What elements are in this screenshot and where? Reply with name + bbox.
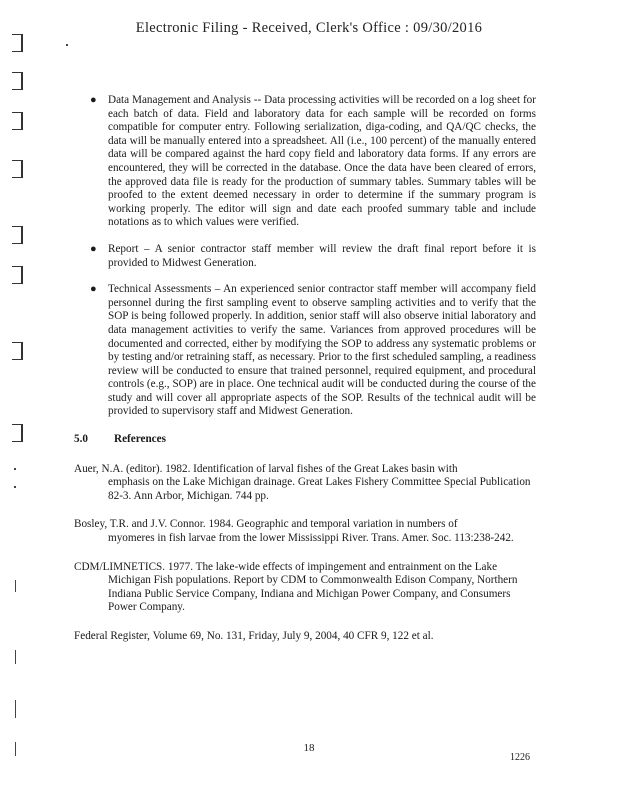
reference-entry: [74, 463, 536, 504]
binder-mark: [12, 266, 23, 284]
reference-first-line: CDM/LIMNETICS. 1977. The lake-wide effects of impingement and entrainment on the Lake: [74, 560, 498, 573]
filing-stamp-header: Electronic Filing - Received, Clerk's Office : 09/30/2016: [135, 20, 483, 36]
reference-entry: [74, 630, 536, 644]
reference-first-line: Auer, N.A. (editor). 1982. Identification of larval fishes of the Great Lakes basin with: [74, 462, 458, 475]
reference-continuation: Michigan Fish populations. Report by CDM to Commonwealth Edison Company, Northern Indiana Public Service Company, Indiana and Michigan Power Company, and Consumers Power Company.: [108, 574, 518, 614]
binder-mark: [12, 112, 23, 130]
bullet-icon: ●: [90, 242, 97, 255]
binder-mark: [12, 160, 23, 178]
page-number: 18: [303, 742, 315, 754]
binder-mark: [12, 34, 23, 52]
bullet-text: Data Management and Analysis -- Data processing activities will be recorded on a log sheet for each batch of data. Field and laboratory data for each sample will be recorded on forms compatible for computer entry. Following serialization, diga-coding, and QA/QC checks, the data will be manually entered into a spreadsheet. All (i.e., 100 percent) of the manually entered data will be compared against the hard copy field and laboratory data forms. If any errors are encountered, they will be corrected in the database. Once the data have been cleared of errors, the approved data file is ready for the production of summary tables. Summary tables will be proofed to the extent deemed necessary in order to determine if the summary program is working properly. The editor will sign and date each proofed summary table and include notations as to which values were verified.: [108, 94, 536, 229]
scan-speck: [15, 700, 16, 718]
scan-speck: [66, 44, 68, 46]
section-heading: [74, 433, 536, 447]
binder-mark: [12, 424, 23, 442]
binder-mark: [12, 342, 23, 360]
bates-number: 1226: [510, 752, 530, 763]
scan-speck: [14, 486, 16, 488]
document-body: [74, 94, 536, 659]
reference-continuation: myomeres in fish larvae from the lower Mississippi River. Trans. Amer. Soc. 113:238-242.: [108, 532, 514, 545]
scan-speck: [15, 580, 16, 592]
reference-first-line: Bosley, T.R. and J.V. Connor. 1984. Geographic and temporal variation in numbers of: [74, 518, 458, 531]
bullet-icon: ●: [90, 94, 97, 106]
section-title: References: [114, 433, 166, 446]
bullet-icon: ●: [90, 283, 97, 296]
bullet-text: Report – A senior contractor staff member will review the draft final report before it is provided to Midwest Generation.: [108, 242, 536, 269]
scan-speck: [15, 650, 16, 664]
reference-first-line: Federal Register, Volume 69, No. 131, Friday, July 9, 2004, 40 CFR 9, 122 et al.: [74, 630, 434, 642]
section-number: 5.0: [74, 433, 88, 446]
reference-entry: [74, 518, 536, 545]
binder-mark: [12, 72, 23, 90]
scan-speck: [14, 468, 16, 470]
bullet-item-report: [74, 243, 536, 270]
bullet-text: Technical Assessments – An experienced senior contractor staff member will accompany field personnel during the first sampling event to observe sampling activities and to verify that the SOP is being followed properly. In addition, senior staff will also observe initial laboratory and data management activities to verify the same. Variances from approved procedures will be documented and corrected, either by modifying the SOP to address any systematic problems or by testing and/or retraining staff, as necessary. Prior to the first scheduled sampling, a readiness review will be conducted to ensure that trained personnel, required equipment, and procedural controls (e.g., SOP) are in place. One technical audit will be conducted during the course of the study and will cover all appropriate aspects of the SOP. Results of the technical audit will be provided to supervisory staff and Midwest Generation.: [108, 283, 536, 418]
binder-mark: [12, 226, 23, 244]
binder-hole-marks: [0, 0, 30, 800]
reference-continuation: emphasis on the Lake Michigan drainage. Great Lakes Fishery Committee Special Publication 82-3. Ann Arbor, Michigan. 744 pp.: [108, 476, 531, 502]
bullet-item-data-management: [74, 94, 536, 230]
reference-entry: [74, 561, 536, 615]
bullet-item-technical-assessments: [74, 283, 536, 419]
